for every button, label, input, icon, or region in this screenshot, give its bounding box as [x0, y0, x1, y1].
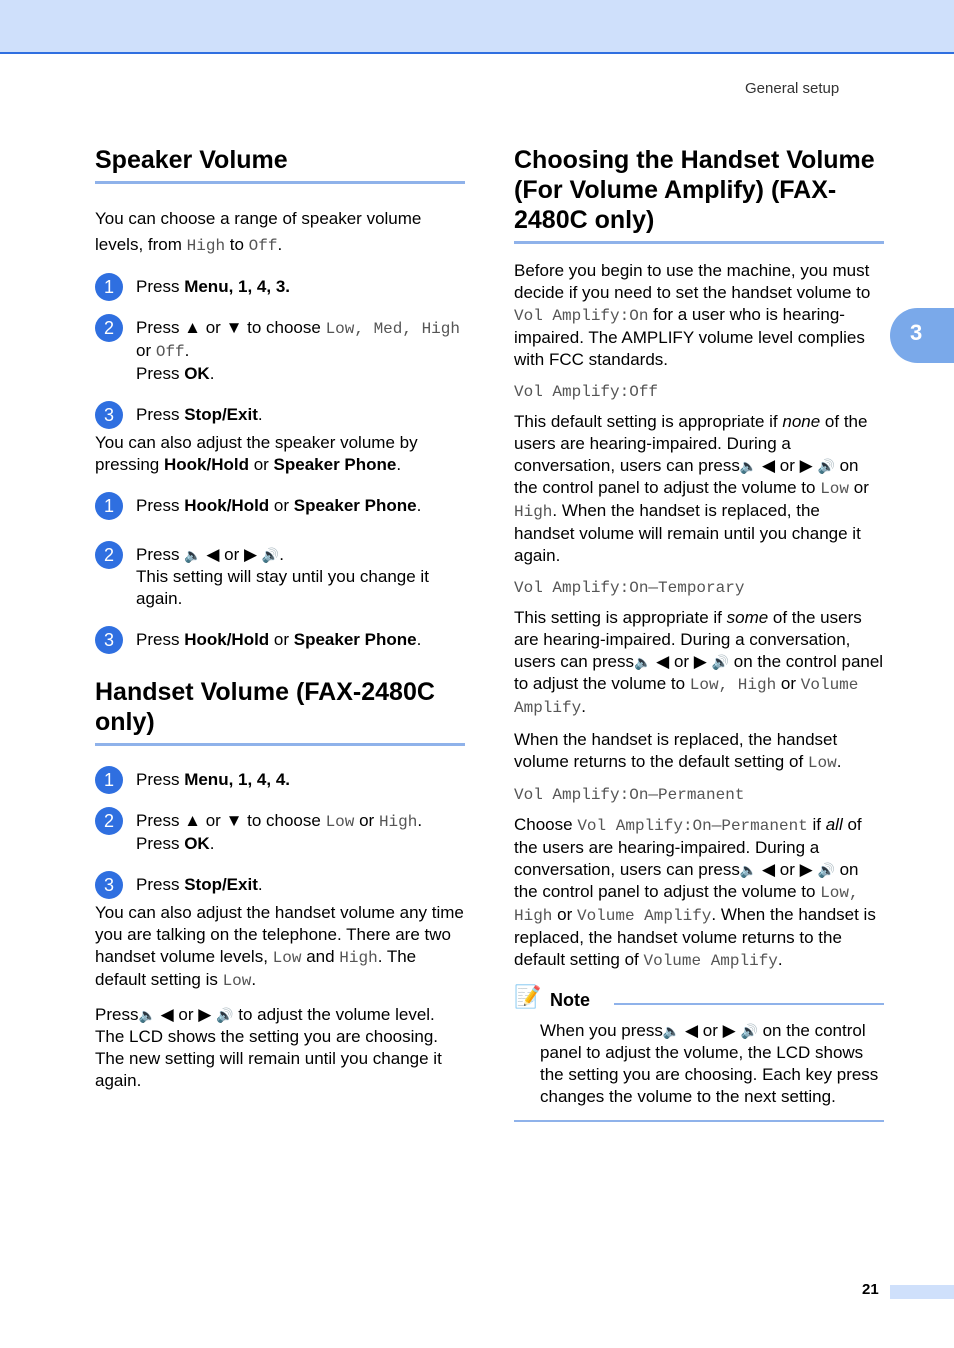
option-vol-amplify-off: Vol Amplify:Off [514, 383, 659, 401]
note-header [514, 986, 884, 1014]
step-number: 3 [95, 871, 123, 899]
choosing-heading: Choosing the Handset Volume (For Volume Amplify) (FAX-2480C only) [514, 145, 884, 244]
note-pencil-icon: 📝 [514, 984, 542, 1009]
handset-step-3: 3 Press Stop/Exit. [95, 871, 465, 896]
step-number: 1 [95, 492, 123, 520]
speaker-volume-heading: Speaker Volume [95, 145, 465, 184]
volume-up-icon: 🔊 [261, 547, 280, 563]
step-number: 1 [95, 766, 123, 794]
volume-up-icon: 🔊 [216, 1007, 234, 1023]
right-column [514, 145, 884, 1122]
step-number: 3 [95, 626, 123, 654]
running-head: General setup [745, 80, 840, 97]
choosing-intro: Before you begin to use the machine, you must decide if you need to set the handset volume to Vol Amplify:On for a user who is hearing-impaired. The AMPLIFY volume level complies with FCC standards. [514, 261, 871, 369]
volume-down-icon: 🔈 [634, 654, 652, 670]
option-vol-amplify-permanent: Vol Amplify:On—Permanent [514, 786, 745, 804]
chapter-number: 3 [910, 320, 923, 345]
volume-down-icon: 🔈 [184, 547, 202, 563]
note-text: When you press🔈 ◀ or ▶ 🔊 on the control panel to adjust the volume, the LCD shows the setting you are choosing. Each key press changes the volume to the next setting. [540, 1021, 879, 1106]
option-temporary-description: This setting is appropriate if some of the users are hearing-impaired. During a conversation, users can press🔈 ◀ or ▶ 🔊 on the control panel to adjust the volume to Low, High or Volume Amplify. [514, 608, 884, 717]
volume-down-icon: 🔈 [662, 1023, 681, 1039]
footer-bar [890, 1285, 954, 1299]
volume-up-icon: 🔊 [711, 654, 730, 670]
step-number: 2 [95, 314, 123, 342]
page-number: 21 [862, 1281, 879, 1298]
note-title: Note [550, 990, 590, 1010]
step-number: 1 [95, 273, 123, 301]
top-banner [0, 0, 954, 54]
speaker-step-3: 3 Press Stop/Exit. [95, 401, 465, 426]
volume-down-icon: 🔈 [739, 862, 758, 878]
step-number: 2 [95, 541, 123, 569]
speaker-b-step-1: 1 Press Hook/Hold or Speaker Phone. [95, 492, 465, 517]
note-box [514, 986, 884, 1122]
note-rule [614, 1003, 884, 1005]
volume-up-icon: 🔊 [740, 1023, 758, 1039]
handset-step-1: 1 Press Menu, 1, 4, 4. [95, 766, 465, 791]
volume-up-icon: 🔊 [817, 458, 835, 474]
speaker-step-2: 2 Press ▲ or ▼ to choose Low, Med, High or Off. Press OK. [95, 314, 465, 385]
step-number: 2 [95, 807, 123, 835]
left-column [95, 145, 465, 1092]
chapter-tab [890, 308, 954, 363]
option-temporary-return: When the handset is replaced, the handset volume returns to the default setting of Low. [514, 730, 842, 772]
speaker-step-1: 1 Press Menu, 1, 4, 3. [95, 273, 465, 298]
option-off-description: This default setting is appropriate if none of the users are hearing-impaired. During a conversation, users can press🔈 ◀ or ▶ 🔊 on the control panel to adjust the volume to Low or High. When the handset is replaced, the handset volume will remain until you change it again. [514, 412, 869, 565]
volume-down-icon: 🔈 [138, 1007, 156, 1023]
handset-step-2: 2 Press ▲ or ▼ to choose Low or High. Press OK. [95, 807, 465, 855]
speaker-also: You can also adjust the speaker volume by pressing Hook/Hold or Speaker Phone. [95, 433, 418, 474]
speaker-b-step-2: 2 Press 🔈 ◀ or ▶ 🔊. This setting will stay until you change it again. [95, 541, 465, 610]
option-permanent-description: Choose Vol Amplify:On—Permanent if all of the users are hearing-impaired. During a conversation, users can press🔈 ◀ or ▶ 🔊 on the control panel to adjust the volume to Low, High or Volume Amplify. When the handset is replaced, the handset volume returns to the default setting of Volume Amplify. [514, 815, 876, 970]
volume-up-icon: 🔊 [817, 862, 835, 878]
option-vol-amplify-temporary: Vol Amplify:On—Temporary [514, 579, 745, 597]
volume-down-icon: 🔈 [739, 458, 758, 474]
handset-para-2: Press🔈 ◀ or ▶ 🔊 to adjust the volume level. The LCD shows the setting you are choosing. The new setting will remain until you change it again. [95, 1005, 442, 1090]
speaker-b-step-3: 3 Press Hook/Hold or Speaker Phone. [95, 626, 465, 651]
step-number: 3 [95, 401, 123, 429]
handset-volume-heading: Handset Volume (FAX-2480C only) [95, 677, 465, 746]
speaker-intro: You can choose a range of speaker volume levels, from High to Off. [95, 209, 422, 255]
handset-para-1: You can also adjust the handset volume any time you are talking on the telephone. There are two handset volume levels, Low and High. The default setting is Low. [95, 903, 464, 990]
